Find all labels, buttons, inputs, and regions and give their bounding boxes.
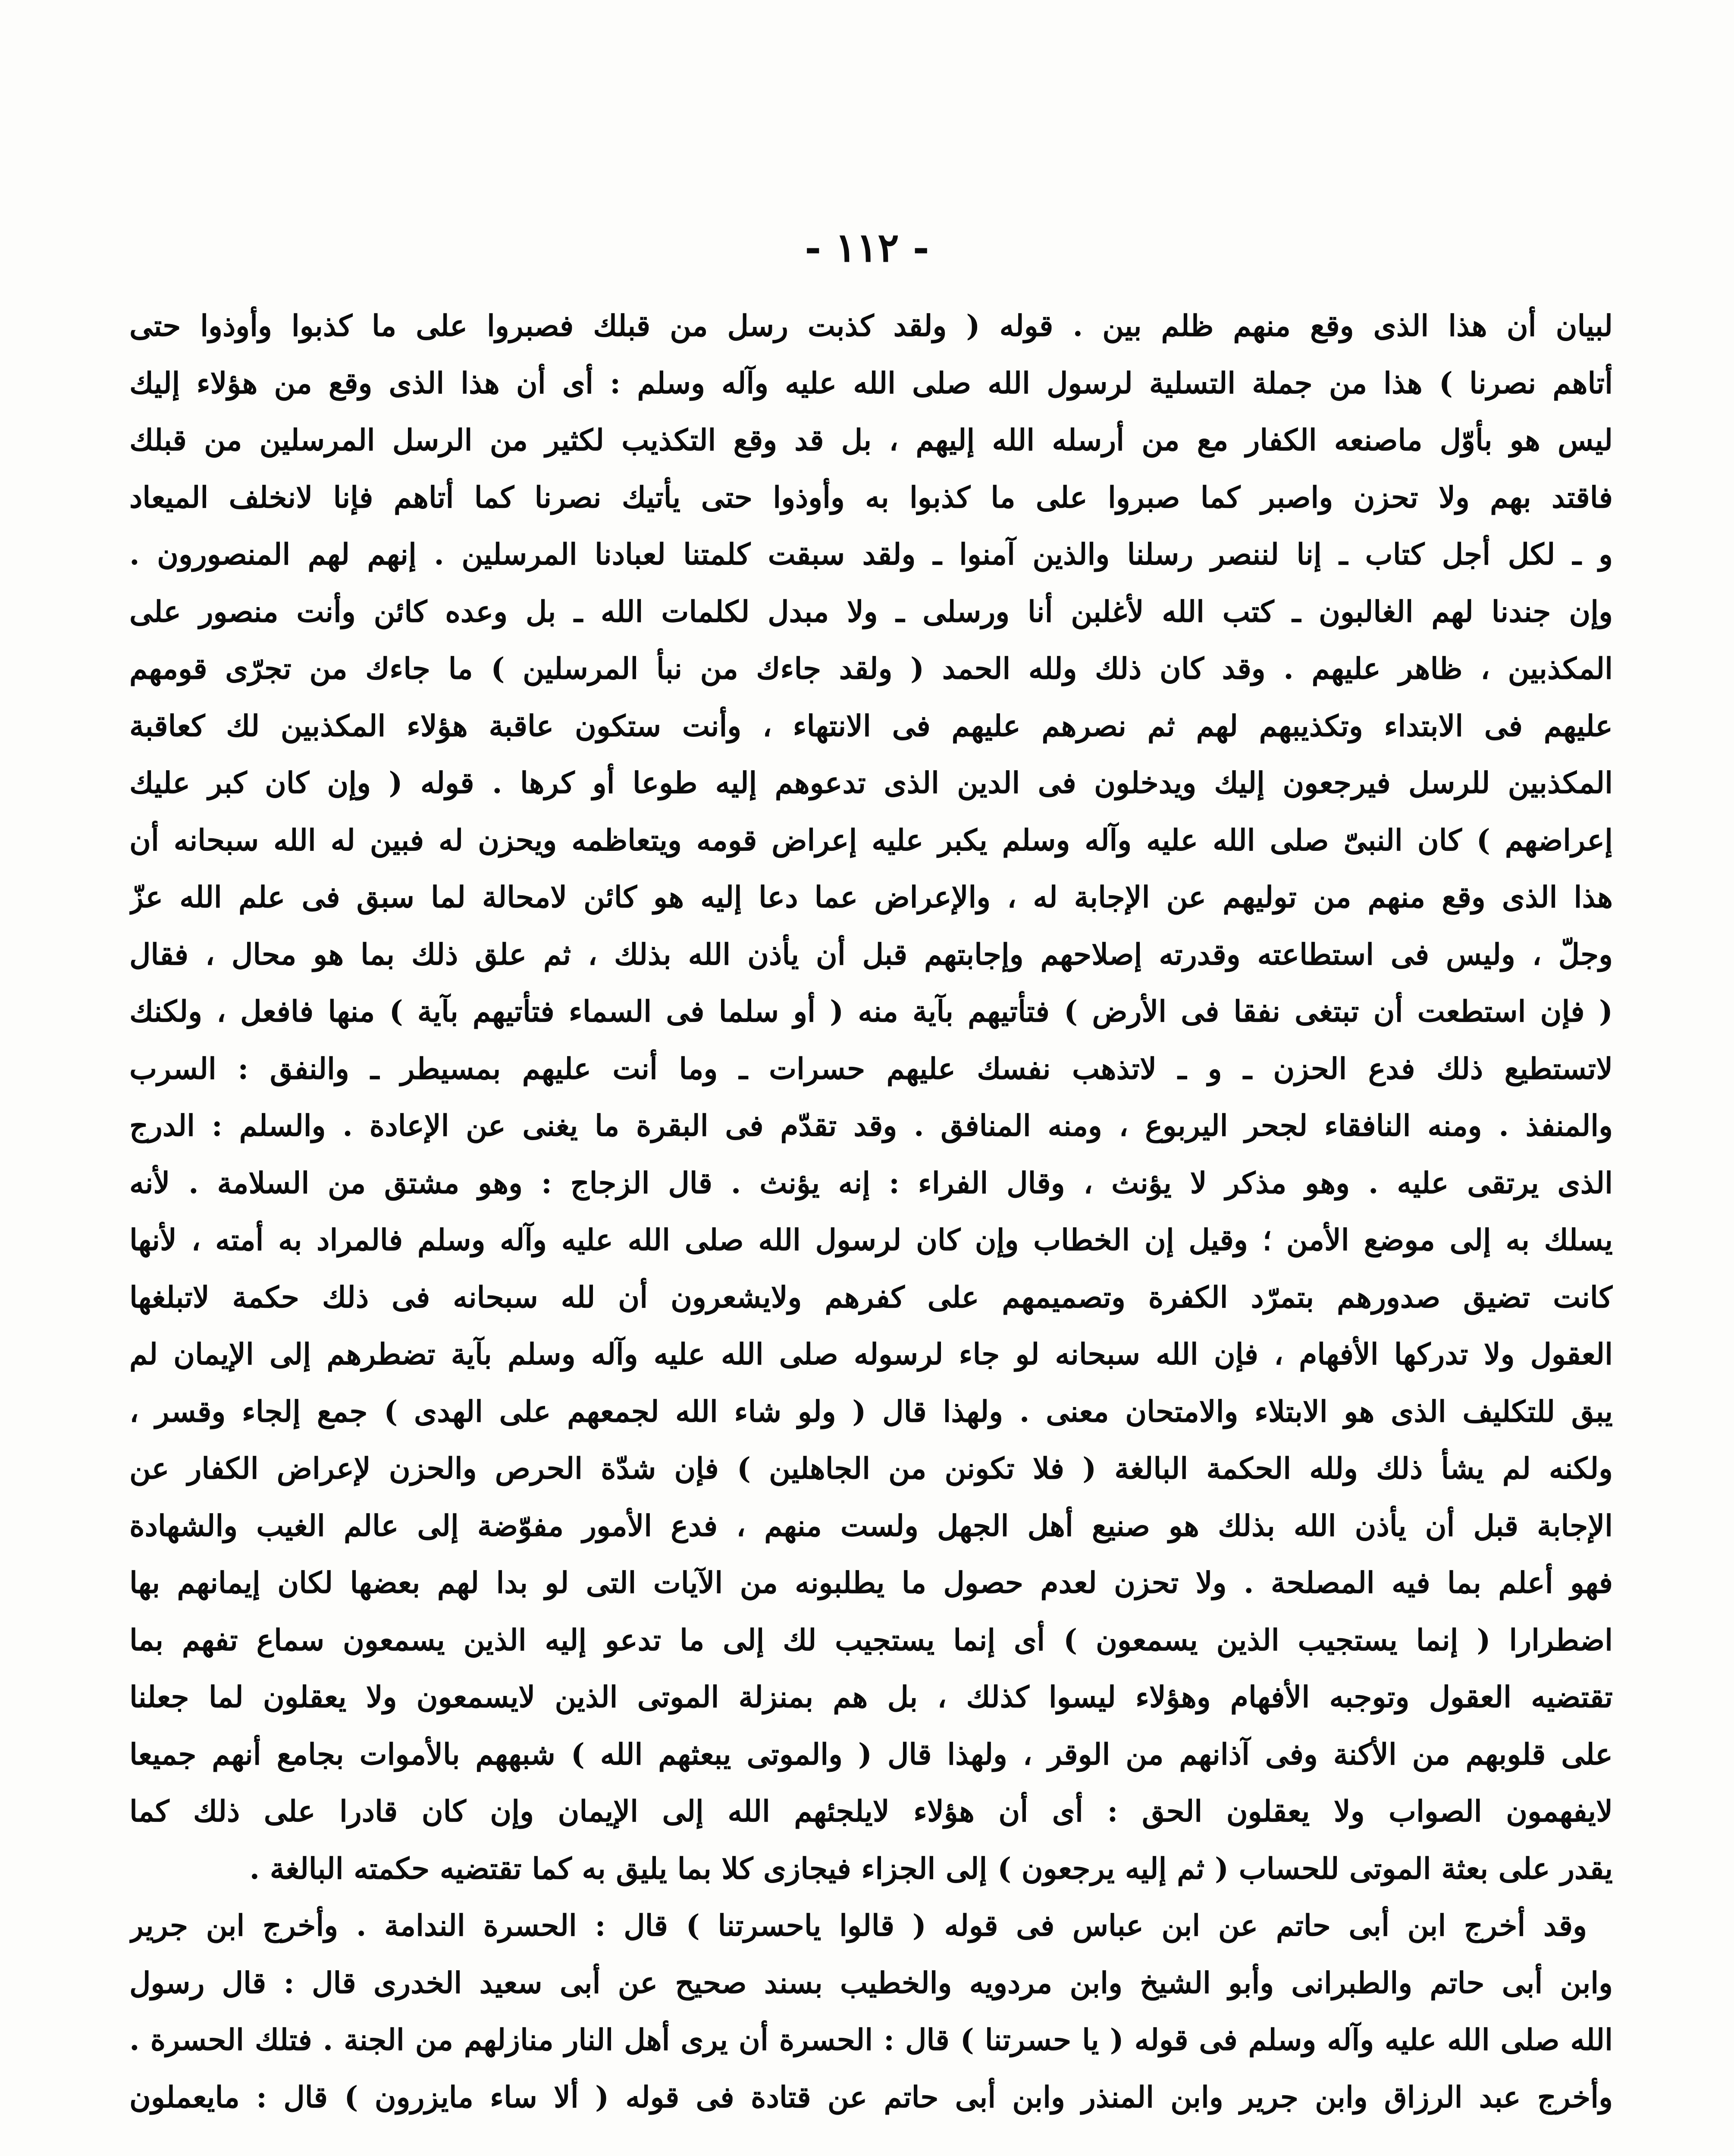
text-line: وقد أخرج ابن أبى حاتم عن ابن عباس فى قوله ( قالوا ياحسرتنا ) قال : الحسرة الندامة . وأخرج ابن جرير xyxy=(129,1908,1587,1943)
text-line: المكذبين ، ظاهر عليهم . وقد كان ذلك ولله الحمد ( ولقد جاءك من نبأ المرسلين ) ما جاءك من تجرّى قومهم xyxy=(129,652,1613,686)
text-line: لاتستطيع ذلك فدع الحزن ـ و ـ لاتذهب نفسك عليهم حسرات ـ وما أنت عليهم بمسيطر ـ والنفق : السرب xyxy=(129,1051,1613,1086)
text-line: وإن جندنا لهم الغالبون ـ كتب الله لأغلبن أنا ورسلى ـ ولا مبدل لكلمات الله ـ بل وعده كائن وأنت منصور على xyxy=(129,594,1613,629)
text-line: والمنفذ . ومنه النافقاء لجحر اليربوع ، ومنه المنافق . وقد تقدّم فى البقرة ما يغنى عن الإعادة . والسلم : الدرج xyxy=(129,1109,1613,1143)
text-line: يقدر على بعثة الموتى للحساب ( ثم إليه يرجعون ) إلى الجزاء فيجازى كلا بما يليق به كما تقتضيه حكمته البالغة . xyxy=(249,1851,1613,1886)
text-line: الله صلى الله عليه وآله وسلم فى قوله ( يا حسرتنا ) قال : الحسرة أن يرى أهل النار منازلهم من الجنة . فتلك الحسرة . xyxy=(129,2023,1613,2057)
paragraph-2 xyxy=(129,1897,1613,2126)
text-line: وأخرج عبد الرزاق وابن جرير وابن المنذر وابن أبى حاتم عن قتادة فى قوله ( ألا ساء مايزرون ) قال : مايعملون xyxy=(129,2080,1613,2115)
text-line: لايفهمون الصواب ولا يعقلون الحق : أى أن هؤلاء لايلجئهم الله إلى الإيمان وإن كان قادرا على ذلك كما xyxy=(129,1794,1613,1829)
paragraph-1 xyxy=(129,298,1613,1897)
text-line: لبيان أن هذا الذى وقع منهم ظلم بين . قوله ( ولقد كذبت رسل من قبلك فصبروا على ما كذبوا وأوذوا حتى xyxy=(129,309,1613,343)
text-line: اضطرارا ( إنما يستجيب الذين يسمعون ) أى إنما يستجيب لك إلى ما تدعو إليه الذين يسمعون سماع تفهم بما xyxy=(129,1623,1613,1658)
text-line: يسلك به إلى موضع الأمن ؛ وقيل إن الخطاب وإن كان لرسول الله صلى الله عليه وآله وسلم فالمراد به أمته ، لأنها xyxy=(129,1223,1613,1257)
text-line: وجلّ ، وليس فى استطاعته وقدرته إصلاحهم وإجابتهم قبل أن يأذن الله بذلك ، ثم علق ذلك بما هو محال ، فقال xyxy=(129,937,1613,972)
text-line: العقول ولا تدركها الأفهام ، فإن الله سبحانه لو جاء لرسوله صلى الله عليه وآله وسلم بآية تضطرهم إلى الإيمان لم xyxy=(129,1337,1613,1372)
text-line: المكذبين للرسل فيرجعون إليك ويدخلون فى الدين الذى تدعوهم إليه طوعا أو كرها . قوله ( وإن كان كبر عليك xyxy=(129,766,1613,800)
text-line: إعراضهم ) كان النبىّ صلى الله عليه وآله وسلم يكبر عليه إعراض قومه ويتعاظمه ويحزن له فبين له الله سبحانه أن xyxy=(129,823,1613,858)
page-number: - ١١٢ - xyxy=(805,224,929,271)
text-line: و ـ لكل أجل كتاب ـ إنا لننصر رسلنا والذين آمنوا ـ ولقد سبقت كلمتنا لعبادنا المرسلين . إنهم لهم المنصورون . xyxy=(129,537,1613,572)
text-line: الإجابة قبل أن يأذن الله بذلك هو صنيع أهل الجهل ولست منهم ، فدع الأمور مفوّضة إلى عالم الغيب والشهادة xyxy=(129,1508,1613,1543)
text-line: وابن أبى حاتم والطبرانى وأبو الشيخ وابن مردويه والخطيب بسند صحيح عن أبى سعيد الخدرى قال : قال رسول xyxy=(129,1965,1613,2000)
text-line: على قلوبهم من الأكنة وفى آذانهم من الوقر ، ولهذا قال ( والموتى يبعثهم الله ) شبههم بالأموات بجامع أنهم جميعا xyxy=(129,1737,1613,1772)
text-line: ولكنه لم يشأ ذلك ولله الحكمة البالغة ( فلا تكونن من الجاهلين ) فإن شدّة الحرص والحزن لإعراض الكفار عن xyxy=(129,1451,1613,1486)
text-line: ( فإن استطعت أن تبتغى نفقا فى الأرض ) فتأتيهم بآية منه ( أو سلما فى السماء فتأتيهم بآية ) منها فافعل ، ولكنك xyxy=(129,994,1613,1029)
text-line: ليس هو بأوّل ماصنعه الكفار مع من أرسله الله إليهم ، بل قد وقع التكذيب لكثير من الرسل المرسلين من قبلك xyxy=(129,423,1613,458)
text-line: يبق للتكليف الذى هو الابتلاء والامتحان معنى . ولهذا قال ( ولو شاء الله لجمعهم على الهدى ) جمع إلجاء وقسر ، xyxy=(129,1394,1613,1429)
text-line: الذى يرتقى عليه . وهو مذكر لا يؤنث ، وقال الفراء : إنه يؤنث . قال الزجاج : وهو مشتق من السلامة . لأنه xyxy=(129,1166,1613,1200)
text-line: فاقتد بهم ولا تحزن واصبر كما صبروا على ما كذبوا به وأوذوا حتى يأتيك نصرنا كما أتاهم فإنا لانخلف الميعاد xyxy=(129,480,1613,515)
text-line: تقتضيه العقول وتوجبه الأفهام وهؤلاء ليسوا كذلك ، بل هم بمنزلة الموتى الذين لايسمعون ولا يعقلون لما جعلنا xyxy=(129,1680,1613,1714)
text-line: عليهم فى الابتداء وتكذيبهم لهم ثم نصرهم عليهم فى الانتهاء ، وأنت ستكون عاقبة هؤلاء المكذبين لك كعاقبة xyxy=(129,708,1613,743)
text-line: هذا الذى وقع منهم من توليهم عن الإجابة له ، والإعراض عما دعا إليه هو كائن لامحالة لما سبق فى علم الله عزّ xyxy=(129,880,1613,915)
main-text xyxy=(129,298,1613,2126)
text-line: أتاهم نصرنا ) هذا من جملة التسلية لرسول الله صلى الله عليه وآله وسلم : أى أن هذا الذى وقع من هؤلاء إليك xyxy=(129,366,1613,401)
text-line: فهو أعلم بما فيه المصلحة . ولا تحزن لعدم حصول ما يطلبونه من الآيات التى لو بدا لهم بعضها لكان إيمانهم بها xyxy=(129,1566,1613,1600)
text-line: كانت تضيق صدورهم بتمرّد الكفرة وتصميمهم على كفرهم ولايشعرون أن لله سبحانه فى ذلك حكمة لاتبلغها xyxy=(129,1280,1613,1315)
